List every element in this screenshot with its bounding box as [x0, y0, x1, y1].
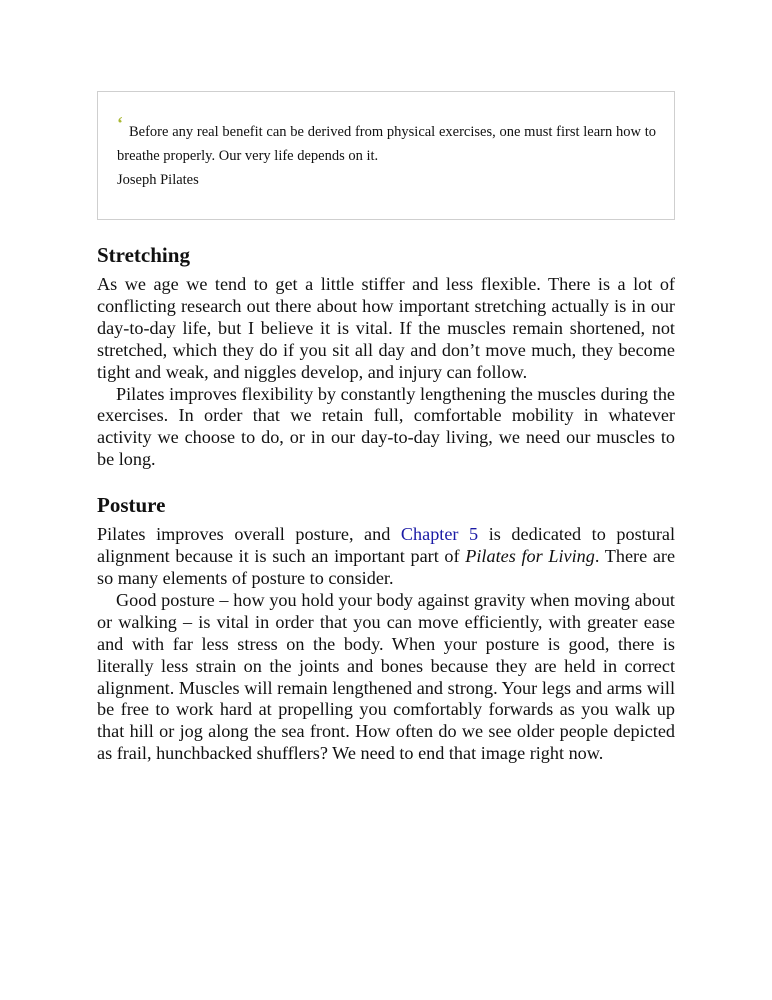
epigraph-box: [97, 91, 675, 220]
epigraph-author: Joseph Pilates: [117, 172, 199, 188]
stretching-section: [97, 274, 675, 471]
posture-p1-after: . There are so many elements of posture to consider.: [97, 546, 676, 588]
stretching-heading: Stretching: [97, 243, 190, 267]
epigraph-text: Before any real benefit can be derived from physical exercises, one must first learn how to breathe properly. Our very life depends on it.: [117, 124, 656, 164]
posture-p1-before: Pilates improves overall posture, and: [97, 524, 401, 545]
page-content: [97, 91, 675, 765]
posture-paragraph-2: Good posture – how you hold your body against gravity when moving about or walking – is vital in order that you can move efficiently, with greater ease and with far less stress on the body. When your posture is good, there is literally less strain on the joints and bones because they are held in correct alignment. Muscles will remain lengthened and strong. Your legs and arms will be free to work hard at propelling you comfortably forwards as you walk up that hill or jog along the sea front. How often do we see older people depicted as frail, hunchbacked shufflers? We need to end that image right now.: [97, 589, 675, 764]
posture-p1-middle: is dedicated to postural alignment because it is such an important part of: [97, 524, 675, 567]
chapter-5-link[interactable]: Chapter 5: [400, 524, 479, 545]
posture-heading: Posture: [97, 493, 166, 518]
stretching-paragraph-1: As we age we tend to get a little stiffer and less flexible. There is a lot of conflicting research out there about how important stretching actually is in our day-to-day life, but I believe it is vital. If the muscles remain shortened, not stretched, which they do if you sit all day and don’t move much, they become tight and weak, and niggles develop, and injury can follow.: [97, 274, 675, 382]
book-title: Pilates for Living: [465, 546, 595, 567]
quote-mark-icon: ‘: [117, 113, 123, 133]
posture-section: [97, 524, 675, 765]
stretching-paragraph-2: Pilates improves flexibility by constantly lengthening the muscles during the exercises. In order that we retain full, comfortable mobility in whatever activity we choose to do, or in our day-to-day living, we need our muscles to be long.: [97, 383, 675, 470]
posture-paragraph-1: [97, 524, 675, 590]
